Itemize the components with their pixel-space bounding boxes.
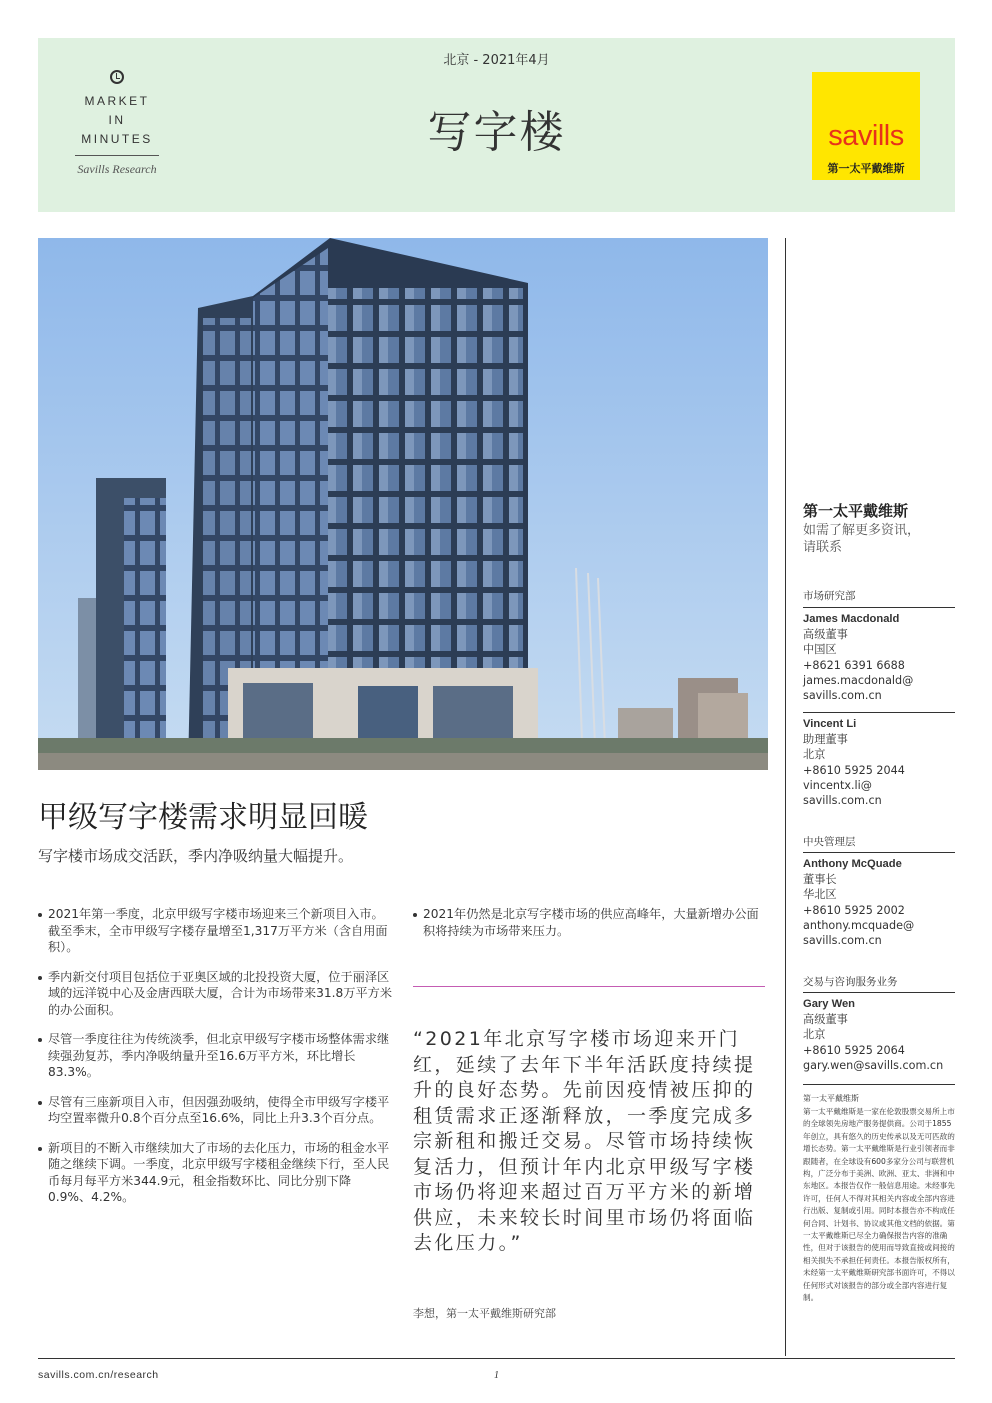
contact-email[interactable]: james.macdonald@	[803, 673, 914, 687]
sidebar-brand: 第一太平戴维斯	[803, 502, 909, 520]
report-title: 写字楼	[427, 107, 566, 158]
section-rule	[803, 607, 955, 608]
list-item: 2021年仍然是北京写字楼市场的供应高峰年，大量新增办公面积将持续为市场带来压力。	[413, 906, 759, 939]
list-item: 尽管有三座新项目入市，但因强劲吸纳，使得全市甲级写字楼平均空置率微升0.8个百分点至16.6%，同比上升3.3个百分点。	[38, 1094, 394, 1127]
disclaimer-text: 第一太平戴维斯是一家在伦敦股票交易所上市的全球领先房地产服务提供商。公司于1855年创立，具有悠久的历史传承以及无可匹敌的增长态势。第一太平戴维斯是行业引领者而非跟随者，在全球设有600多家分公司与联营机构，广泛分布于美洲、欧洲、亚太、非洲和中东地区。本报告仅作一般信息用途。未经事先许可，任何人不得对其相关内容或全部内容进行出版、复制或引用。同时本报告亦不构成任何合同、计划书、协议或其他文档的依据。第一太平戴维斯已尽全力确保报告内容的准确性，但对于该报告的使用而导致直接或间接的相关损失不承担任何责任。本报告版权所有，未经第一太平戴维斯研究部书面许可，不得以任何形式对该报告的部分或全部内容进行复制。	[803, 1107, 955, 1303]
mim-line-2: IN	[108, 113, 126, 127]
quote-attribution: 李想，第一太平戴维斯研究部	[413, 1307, 556, 1320]
contact-email-domain[interactable]: savills.com.cn	[803, 689, 882, 703]
logo-chinese-name: 第一太平戴维斯	[827, 162, 905, 175]
contact-phone: +8610 5925 2064	[803, 1043, 905, 1057]
list-item: 尽管一季度往往为传统淡季，但北京甲级写字楼市场整体需求继续强劲复苏，季内净吸纳量升至16.6万平方米，环比增长83.3%。	[38, 1031, 394, 1081]
article-headline: 甲级写字楼需求明显回暖	[38, 800, 368, 835]
contact-name: Gary Wen	[803, 998, 856, 1010]
header-banner	[38, 38, 955, 212]
footer-rule	[38, 1358, 955, 1359]
contact-email-domain[interactable]: savills.com.cn	[803, 794, 882, 808]
report-date: 北京 - 2021年4月	[443, 53, 550, 68]
footer-url[interactable]: savills.com.cn/research	[38, 1369, 159, 1381]
contact-phone: +8610 5925 2044	[803, 763, 905, 777]
contact-line: 北京	[803, 1028, 826, 1042]
list-item: 2021年第一季度，北京甲级写字楼市场迎来三个新项目入市。截至季末，全市甲级写字楼存量增至1,317万平方米（含自用面积）。	[38, 906, 394, 956]
contact-email[interactable]: anthony.mcquade@	[803, 918, 915, 932]
quote-divider	[413, 986, 765, 987]
hero-building-photo	[38, 238, 768, 770]
contact-name: Anthony McQuade	[803, 858, 902, 870]
clock-icon	[110, 70, 124, 84]
list-item: 新项目的不断入市继续加大了市场的去化压力，市场的租金水平随之继续下调。一季度，北京甲级写字楼租金继续下行，至人民币每月每平方米344.9元，租金指数环比、同比分别下降0.9%、4.2%。	[38, 1140, 394, 1206]
list-item: 季内新交付项目包括位于亚奥区域的北投投资大厦，位于丽泽区域的远洋锐中心及金唐西联大厦，合计为市场带来31.8万平方米的办公面积。	[38, 969, 394, 1019]
contact-line: 北京	[803, 748, 826, 762]
contact-phone: +8621 6391 6688	[803, 658, 905, 672]
contact-line: 华北区	[803, 888, 837, 902]
savills-research-label: Savills Research	[75, 155, 159, 177]
contact-phone: +8610 5925 2002	[803, 903, 905, 917]
section-title-transactions: 交易与咨询服务业务	[803, 976, 898, 988]
section-rule	[803, 852, 955, 853]
contact-rule	[803, 712, 955, 713]
mim-line-1: MARKET	[84, 94, 150, 108]
section-rule	[803, 992, 955, 993]
contact-james-macdonald	[803, 612, 955, 703]
more-info-line-2: 请联系	[803, 540, 843, 555]
contact-email[interactable]: gary.wen@savills.com.cn	[803, 1058, 944, 1072]
article-subheadline: 写字楼市场成交活跃，季内净吸纳量大幅提升。	[38, 847, 354, 865]
contact-email-domain[interactable]: savills.com.cn	[803, 934, 882, 948]
contact-email[interactable]: vincentx.li@	[803, 778, 872, 792]
contact-anthony-mcquade	[803, 857, 955, 948]
section-rule	[803, 1084, 955, 1085]
pull-quote: “2021年北京写字楼市场迎来开门红，延续了去年下半年活跃度持续提升的良好态势。先前因疫情被压抑的租赁需求正逐渐释放，一季度完成多宗新租和搬迁交易。尽管市场持续恢复活力，但预计年内北京甲级写字楼市场仍将迎来超过百万平方米的新增供应，未来较长时间里市场仍将面临去化压力。”	[413, 1028, 756, 1254]
more-info-line-1: 如需了解更多资讯，	[803, 523, 921, 538]
page-number: 1	[494, 1370, 499, 1381]
logo-wordmark: savills	[828, 120, 904, 152]
bullet-list-left	[38, 906, 394, 1219]
contact-name: James Macdonald	[803, 613, 900, 625]
contact-vincent-li	[803, 717, 955, 808]
bullet-list-right	[413, 906, 759, 952]
mim-line-3: MINUTES	[81, 132, 153, 146]
section-title-research: 市场研究部	[803, 590, 856, 602]
contact-line: 助理董事	[803, 733, 848, 747]
section-title-management: 中央管理层	[803, 836, 856, 848]
disclaimer-title: 第一太平戴维斯	[803, 1094, 859, 1103]
sidebar-more-info	[803, 522, 955, 556]
savills-logo	[812, 72, 920, 180]
contact-gary-wen	[803, 997, 955, 1073]
contact-line: 高级董事	[803, 628, 848, 642]
sidebar-divider	[785, 238, 786, 1356]
contact-line: 董事长	[803, 873, 837, 887]
contact-line: 高级董事	[803, 1013, 848, 1027]
building-illustration	[38, 238, 768, 770]
contact-name: Vincent Li	[803, 718, 857, 730]
contact-line: 中国区	[803, 643, 837, 657]
